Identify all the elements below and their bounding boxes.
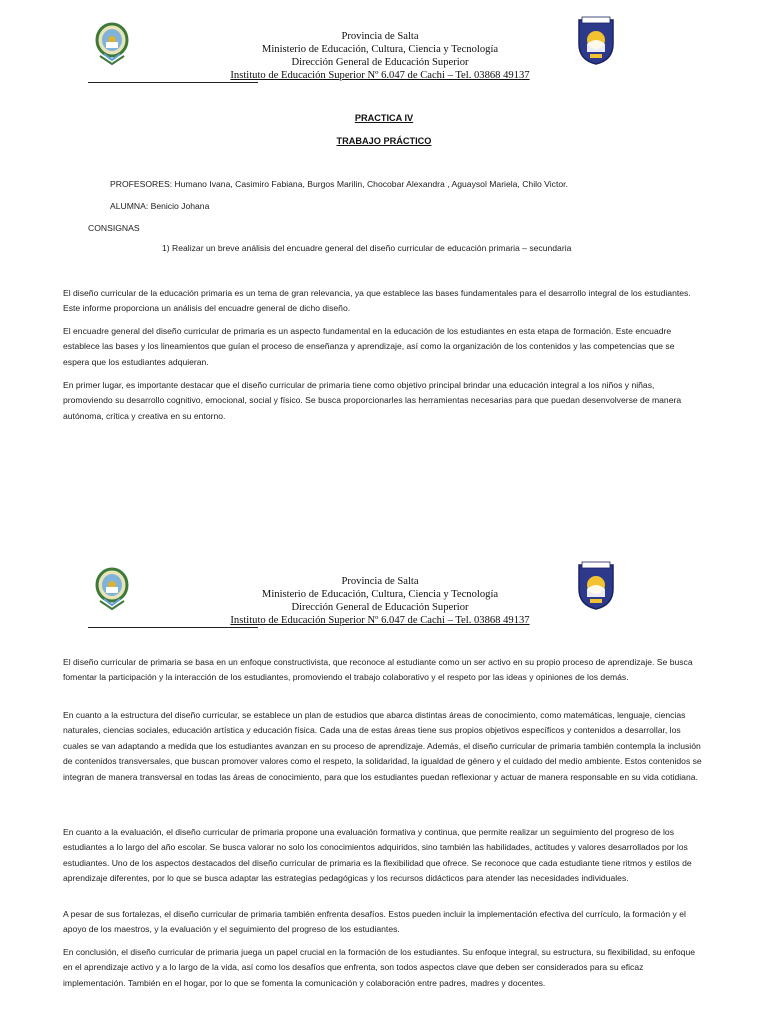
province-line: Provincia de Salta bbox=[341, 576, 419, 587]
paragraph: El encuadre general del diseño curricular de primaria es un aspecto fundamental en la educación de los estudiantes en esta etapa de formación. Este encuadre establece las bases y los lineamientos que guían el proceso de enseñanza y aprendizaje, así como la organización de los contenidos y las competencias que se espera que los estudiantes adquieran. bbox=[63, 326, 675, 367]
letterhead-text bbox=[100, 575, 660, 627]
letterhead bbox=[0, 545, 768, 635]
directorate-line: Dirección General de Educación Superior bbox=[291, 602, 469, 613]
letterhead-text bbox=[100, 30, 660, 82]
ministry-line: Ministerio de Educación, Cultura, Ciencia y Tecnología bbox=[261, 44, 499, 55]
header-rule bbox=[88, 82, 258, 83]
profesores-line: PROFESORES: Humano Ivana, Casimiro Fabiana, Burgos Marilin, Chocobar Alexandra , Aguaysol Mariela, Chilo Victor. bbox=[110, 179, 568, 189]
letterhead bbox=[0, 0, 768, 90]
institute-line: Instituto de Educación Superior Nº 6.047 de Cachi – Tel. 03868 49137 bbox=[230, 615, 530, 626]
consignas-heading: CONSIGNAS bbox=[88, 223, 140, 233]
paragraph: En primer lugar, es importante destacar que el diseño curricular de primaria tiene como objetivo principal brindar una educación integral a los niños y niñas, promoviendo su desarrollo cognitivo, emocional, social y físico. Se busca proporcionarles las herramientas necesarias para que puedan desenvolverse de manera autónoma, crítica y creativa en su entorno. bbox=[63, 380, 682, 421]
paragraph: El diseño curricular de la educación primaria es un tema de gran relevancia, ya que establece las bases fundamentales para el desarrollo integral de los estudiantes. Este informe proporciona un análisis del encuadre general de dicho diseño. bbox=[63, 288, 691, 314]
paragraph: El diseño curricular de primaria se basa en un enfoque constructivista, que reconoce al estudiante como un ser activo en su propio proceso de aprendizaje. Se busca fomentar la participación y la interacción de los estudiantes, promoviendo el trabajo colaborativo y el respeto por las ideas y opiniones de los demás. bbox=[63, 657, 693, 683]
paragraph: En cuanto a la evaluación, el diseño curricular de primaria propone una evaluación formativa y continua, que permite realizar un seguimiento del progreso de los estudiantes a lo largo del año escolar. Se busca valorar no solo los conocimientos adquiridos, sino también las habilidades, actitudes y valores desarrollados por los estudiantes. Uno de los aspectos destacados del diseño curricular de primaria es la flexibilidad que ofrece. Se reconoce que cada estudiante tiene ritmos y estilos de aprendizaje diferentes, por lo que se busca adaptar las estrategias pedagógicas y los recursos didácticos para atender las necesidades individuales. bbox=[63, 827, 692, 884]
title-practica: PRACTICA IV bbox=[354, 113, 414, 123]
paragraph: En cuanto a la estructura del diseño curricular, se establece un plan de estudios que abarca distintas áreas de conocimiento, como matemáticas, lenguaje, ciencias naturales, ciencias sociales, educación artística y educación física. Cada una de estas áreas tiene sus propios objetivos específicos y contenidos a desarrollar, los cuales se van adaptando a medida que los estudiantes avanzan en su proceso de aprendizaje. Además, el diseño curricular de primaria también contempla la inclusión de contenidos transversales, que buscan promover valores como el respeto, la solidaridad, la igualdad de género y el cuidado del medio ambiente. Estos contenidos se integran de manera transversal en todas las áreas de conocimiento, para que los estudiantes puedan reflexionar y actuar de manera responsable en su vida cotidiana. bbox=[63, 710, 702, 782]
ministry-line: Ministerio de Educación, Cultura, Ciencia y Tecnología bbox=[261, 589, 499, 600]
directorate-line: Dirección General de Educación Superior bbox=[291, 57, 469, 68]
alumna-line: ALUMNA: Benicio Johana bbox=[110, 201, 210, 211]
page-1 bbox=[0, 0, 768, 500]
page-2 bbox=[0, 545, 768, 1024]
header-rule bbox=[88, 627, 258, 628]
province-line: Provincia de Salta bbox=[341, 31, 419, 42]
title-trabajo-practico: TRABAJO PRÁCTICO bbox=[336, 136, 432, 146]
consigna-item-1: 1) Realizar un breve análisis del encuadre general del diseño curricular de educación primaria – secundaria bbox=[162, 243, 572, 253]
paragraph: En conclusión, el diseño curricular de primaria juega un papel crucial en la formación de los estudiantes. Su enfoque integral, su estructura, su flexibilidad, su enfoque en el aprendizaje activo y a lo largo de la vida, así como los desafíos que enfrenta, son todos aspectos clave que deben ser considerados para su eficaz implementación. También en el hogar, por lo que se fomenta la comunicación y colaboración entre padres, madres y docentes. bbox=[63, 947, 696, 988]
institute-line: Instituto de Educación Superior Nº 6.047 de Cachi – Tel. 03868 49137 bbox=[230, 70, 530, 81]
paragraph: A pesar de sus fortalezas, el diseño curricular de primaria también enfrenta desafíos. Estos pueden incluir la implementación efectiva del currículo, la formación y el apoyo de los maestros, y la evaluación y el seguimiento del progreso de los estudiantes. bbox=[63, 909, 686, 935]
